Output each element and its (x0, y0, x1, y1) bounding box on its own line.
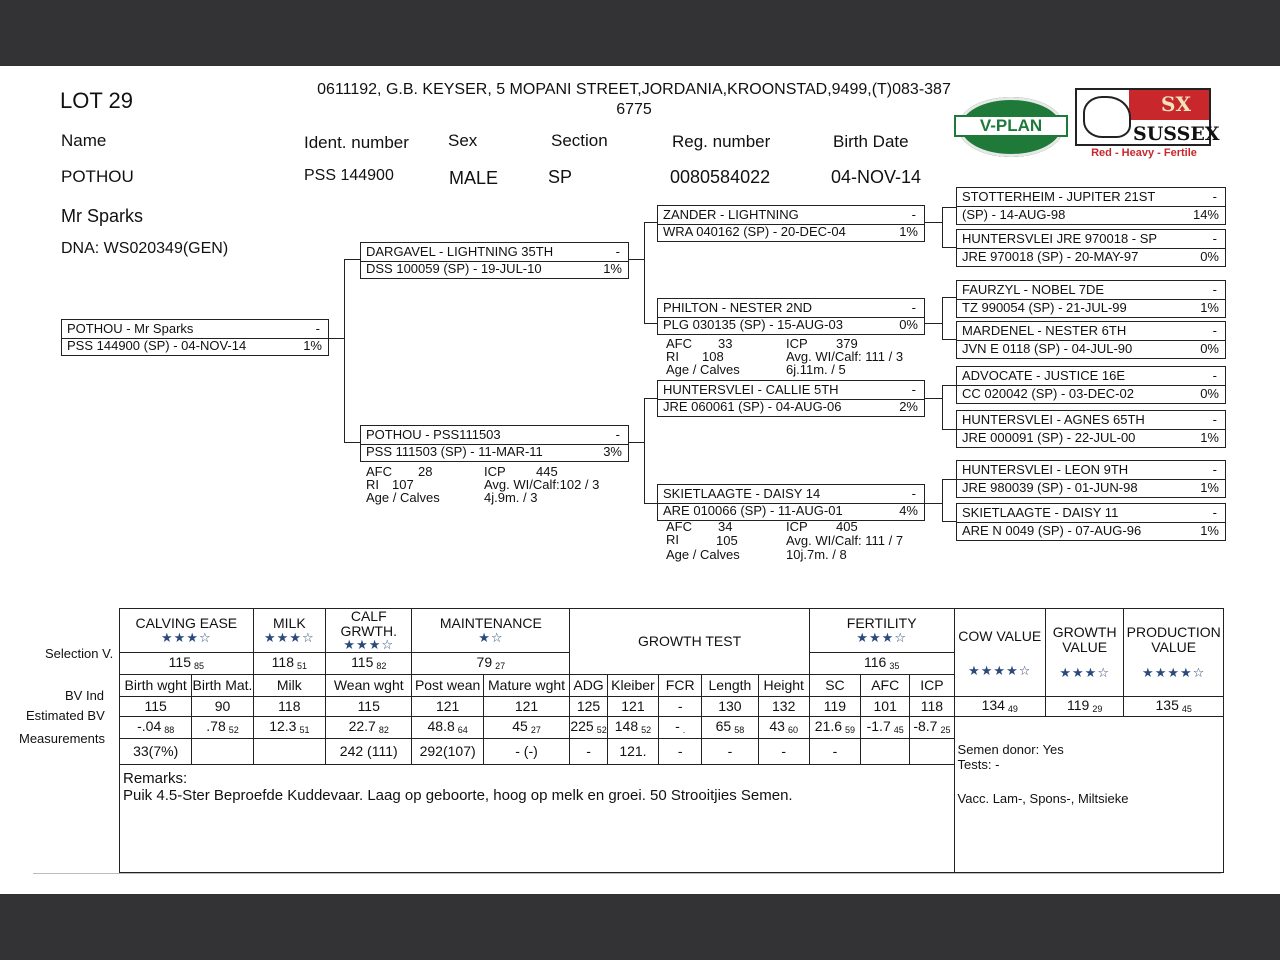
table-cell: - (809, 739, 860, 765)
pedigree-name: ZANDER - LIGHTNING (663, 207, 799, 222)
stat-value: 379 (836, 336, 858, 351)
pedigree-connector (644, 222, 657, 223)
stat-value: 10j.7m. / 8 (786, 547, 847, 562)
table-cell (253, 739, 325, 765)
table-cell: 121 (483, 697, 569, 717)
col-header: ICP (910, 675, 954, 697)
remarks-text: Puik 4.5-Ster Beproefde Kuddevaar. Laag op geboorte, hoog op melk en groei. 50 Strooitjies Semen. (123, 786, 793, 804)
table-cell: 242 (111) (326, 739, 412, 765)
star-rating-icon: ★☆ (478, 630, 504, 646)
group-cow-value: COW VALUE ★★★★☆ (954, 609, 1045, 697)
pedigree-detail: WRA 040162 (SP) - 20-DEC-04 (663, 224, 846, 239)
pedigree-detail: CC 020042 (SP) - 03-DEC-02 (962, 386, 1134, 401)
selection-calf: 115 $_{82}$ (326, 653, 412, 675)
pedigree-pct: 1% (1200, 480, 1219, 495)
pedigree-pct: 4% (899, 503, 918, 518)
pedigree-pct: 0% (1200, 341, 1219, 356)
pedigree-connector (925, 398, 942, 399)
col-header: Post wean (412, 675, 483, 697)
pedigree-dash: - (1212, 282, 1217, 297)
pedigree-name: SKIETLAAGTE - DAISY 11 (962, 505, 1119, 520)
stat-value: 107 (392, 477, 414, 492)
star-rating-icon: ★★★☆ (161, 630, 212, 646)
pedigree-box-sire (360, 242, 629, 279)
table-cell: 121 (412, 697, 483, 717)
table-cell: 12.3 $_{51}$ (253, 717, 325, 739)
table-cell: 118 (253, 697, 325, 717)
table-cell: - (570, 739, 608, 765)
table-cell: - (-) (483, 739, 569, 765)
table-cell: -.04 $_{88}$ (120, 717, 192, 739)
pedigree-box-gen3 (956, 366, 1226, 404)
table-cell: .78 $_{52}$ (192, 717, 253, 739)
stat-value: Avg. WI/Calf: 111 / 7 (786, 533, 904, 548)
col-header: Height (758, 675, 809, 697)
pedigree-connector (942, 207, 956, 208)
pedigree-connector (344, 259, 360, 260)
col-header: Length (702, 675, 758, 697)
sussex-logo (1074, 88, 1220, 160)
sussex-badge-text: SX (1161, 92, 1191, 116)
star-rating-icon: ★★★☆ (343, 637, 395, 653)
col-header: SC (809, 675, 860, 697)
pedigree-connector (942, 207, 943, 248)
breeding-values-table (119, 608, 1224, 873)
pedigree-connector (942, 479, 943, 522)
animal-nickname: Mr Sparks (61, 206, 144, 226)
breeder-line-2: 6775 (616, 101, 652, 118)
group-growth-value: GROWTH VALUE ★★★☆ (1045, 609, 1123, 697)
stat-value: Avg. WI/Calf:102 / 3 (484, 477, 600, 492)
table-cell: 21.6 $_{59}$ (809, 717, 860, 739)
table-cell: 125 (570, 697, 608, 717)
pedigree-detail: DSS 100059 (SP) - 19-JUL-10 (366, 261, 542, 276)
table-cell: 115 (326, 697, 412, 717)
table-cell: 121. (607, 739, 658, 765)
animal-ident: PSS 144900 (304, 167, 394, 184)
pedigree-connector (644, 398, 645, 504)
pedigree-detail: JRE 970018 (SP) - 20-MAY-97 (962, 249, 1139, 264)
table-cell: 118 (910, 697, 954, 717)
pedigree-name: DARGAVEL - LIGHTNING 35TH (366, 244, 554, 259)
table-cell: 148 $_{52}$ (607, 717, 658, 739)
bottom-dark-bar (0, 894, 1280, 960)
stat-label: ICP (786, 336, 808, 351)
section-header: Section (551, 131, 608, 150)
selection-milk: 118 $_{51}$ (253, 653, 325, 675)
pedigree-name: HUNTERSVLEI - LEON 9TH (962, 462, 1129, 477)
ident-header: Ident. number (304, 133, 409, 152)
stat-value: 6j.11m. / 5 (786, 362, 846, 377)
table-cell: 119 (809, 697, 860, 717)
table-cell: 65 $_{58}$ (702, 717, 758, 739)
table-cell: 43 $_{60}$ (758, 717, 809, 739)
pedigree-connector (942, 479, 956, 480)
pedigree-detail: ARE N 0049 (SP) - 07-AUG-96 (962, 523, 1142, 538)
pedigree-name: FAURZYL - NOBEL 7DE (962, 282, 1105, 297)
col-header: Birth Mat. (192, 675, 253, 697)
pedigree-pct: 1% (1200, 300, 1219, 315)
pedigree-box-sire-dam (657, 298, 925, 335)
pedigree-pct: 14% (1192, 207, 1219, 222)
pedigree-name: HUNTERSVLEI - AGNES 65TH (962, 412, 1145, 427)
table-cell: 22.7 $_{82}$ (326, 717, 412, 739)
stat-value: Avg. WI/Calf: 111 / 3 (786, 349, 904, 364)
pedigree-detail: JRE 000091 (SP) - 22-JUL-00 (962, 430, 1136, 445)
footer-rule (33, 873, 1221, 874)
col-header: Mature wght (483, 675, 569, 697)
table-cell (910, 739, 954, 765)
cow-value-cell: 134 $_{49}$ (954, 697, 1045, 717)
table-cell: - (702, 739, 758, 765)
pedigree-name: POTHOU - PSS111503 (366, 427, 501, 442)
selection-calving: 115 $_{85}$ (120, 653, 254, 675)
group-calf-growth: CALF GRWTH. ★★★☆ (326, 609, 412, 653)
pedigree-dash: - (1212, 368, 1217, 383)
pedigree-name: ADVOCATE - JUSTICE 16E (962, 368, 1126, 383)
animal-birth: 04-NOV-14 (831, 167, 922, 187)
stat-value: 105 (716, 533, 738, 548)
pedigree-connector (942, 429, 956, 430)
stat-value: 445 (536, 464, 558, 479)
remarks-label: Remarks: (123, 770, 188, 788)
pedigree-detail: PSS 144900 (SP) - 04-NOV-14 (67, 338, 247, 353)
pedigree-box-sire-sire (657, 205, 925, 242)
star-rating-icon: ★★★☆ (264, 630, 315, 646)
pedigree-dash: - (315, 321, 320, 336)
blank-cell (954, 717, 1223, 739)
pedigree-box-gen3 (956, 410, 1226, 448)
pedigree-connector (942, 297, 956, 298)
pedigree-name: MARDENEL - NESTER 6TH (962, 323, 1127, 338)
vaccination-text: Vacc. Lam-, Spons-, Miltsieke (957, 790, 1129, 806)
sex-header: Sex (448, 131, 478, 150)
pedigree-box-gen3 (956, 460, 1226, 498)
pedigree-dash: - (911, 207, 916, 222)
pedigree-box-gen3 (956, 229, 1226, 267)
pedigree-connector (925, 222, 942, 223)
pedigree-box-self (61, 319, 329, 356)
pedigree-name: PHILTON - NESTER 2ND (663, 300, 813, 315)
pedigree-dash: - (1212, 189, 1217, 204)
pedigree-dash: - (1212, 323, 1217, 338)
pedigree-dash: - (615, 427, 620, 442)
stat-value: 405 (836, 519, 858, 534)
pedigree-detail: ARE 010066 (SP) - 11-AUG-01 (663, 503, 843, 518)
pedigree-connector (942, 521, 956, 522)
stat-label: AFC (366, 464, 392, 479)
row-label-measurements: Measurements (19, 731, 105, 746)
pedigree-pct: 0% (899, 317, 918, 332)
pedigree-detail: JRE 060061 (SP) - 04-AUG-06 (663, 399, 842, 414)
stat-label: Age / Calves (666, 362, 740, 377)
pedigree-name: HUNTERSVLEI JRE 970018 - SP (962, 231, 1158, 246)
tests-text: Tests: - (957, 757, 1000, 773)
stat-value: 34 (718, 519, 733, 534)
pedigree-dash: - (1212, 505, 1217, 520)
pedigree-box-gen3 (956, 280, 1226, 318)
pedigree-connector (644, 222, 645, 324)
table-cell: 225 $_{52}$ (570, 717, 608, 739)
measurements-row (120, 739, 1224, 765)
stat-label: Age / Calves (666, 547, 740, 562)
pedigree-connector (942, 297, 943, 340)
pedigree-pct: 1% (899, 224, 918, 239)
col-header: FCR (659, 675, 702, 697)
pedigree-name: POTHOU - Mr Sparks (67, 321, 194, 336)
group-maintenance: MAINTENANCE ★☆ (412, 609, 570, 653)
col-header: Wean wght (326, 675, 412, 697)
stat-label: RI (666, 532, 679, 547)
pedigree-connector (644, 323, 657, 324)
pedigree-dash: - (1212, 412, 1217, 427)
semen-tests-panel (954, 739, 1223, 873)
table-cell: 101 (861, 697, 910, 717)
animal-name: POTHOU (61, 167, 134, 186)
col-header: Milk (253, 675, 325, 697)
pedigree-name: HUNTERSVLEI - CALLIE 5TH (663, 382, 839, 397)
pedigree-dash: - (911, 300, 916, 315)
stat-label: AFC (666, 519, 692, 534)
stat-value: 28 (418, 464, 433, 479)
stat-label: AFC (666, 336, 692, 351)
star-rating-icon: ★★★★☆ (968, 663, 1032, 679)
pedigree-detail: JRE 980039 (SP) - 01-JUN-98 (962, 480, 1138, 495)
selection-maintenance: 79 $_{27}$ (412, 653, 570, 675)
pedigree-dash: - (615, 244, 620, 259)
pedigree-pct: 1% (303, 338, 322, 353)
semen-donor: Semen donor: Yes (957, 741, 1064, 757)
vplan-logo-text: V-PLAN (954, 115, 1068, 137)
pedigree-pct: 3% (603, 444, 622, 459)
stat-label: ICP (484, 464, 506, 479)
star-rating-icon: ★★★★☆ (1142, 665, 1206, 681)
selection-fertility: 116 $_{35}$ (809, 653, 954, 675)
production-value-cell: 135 $_{45}$ (1124, 697, 1224, 717)
breeder-address (284, 81, 984, 119)
pedigree-connector (629, 442, 644, 443)
pedigree-connector (644, 398, 657, 399)
table-cell: 121 (607, 697, 658, 717)
table-cell: -1.7 $_{45}$ (861, 717, 910, 739)
pedigree-name: STOTTERHEIM - JUPITER 21ST (962, 189, 1156, 204)
group-growth-test: GROWTH TEST (570, 609, 810, 675)
pedigree-connector (942, 385, 943, 430)
table-cell: - (659, 739, 702, 765)
pedigree-dash: - (1212, 462, 1217, 477)
sussex-tagline: Red - Heavy - Fertile (1091, 147, 1197, 159)
table-cell (192, 739, 253, 765)
pedigree-box-dam-dam (657, 484, 925, 521)
table-cell: 45 $_{27}$ (483, 717, 569, 739)
pedigree-connector (629, 259, 644, 260)
row-label-selection: Selection V. (45, 646, 114, 661)
growth-value-cell: 119 $_{29}$ (1045, 697, 1123, 717)
bull-head-icon (1083, 96, 1131, 138)
pedigree-dash: - (1212, 231, 1217, 246)
lot-number: LOT 29 (60, 88, 133, 113)
table-cell: - (758, 739, 809, 765)
col-header: ADG (570, 675, 608, 697)
pedigree-detail: (SP) - 14-AUG-98 (962, 207, 1066, 222)
group-fertility: FERTILITY ★★★☆ (809, 609, 954, 653)
pedigree-connector (329, 338, 345, 339)
remarks-panel (120, 765, 955, 873)
col-header: Birth wght (120, 675, 192, 697)
sussex-name-text: SUSSEX (1133, 123, 1220, 145)
group-calving-ease: CALVING EASE ★★★☆ (120, 609, 254, 653)
vplan-logo (958, 97, 1064, 157)
pedigree-connector (344, 259, 345, 443)
group-production-value: PRODUCTION VALUE ★★★★☆ (1124, 609, 1224, 697)
table-cell: - $_.$ (659, 717, 702, 739)
table-cell: 292(107) (412, 739, 483, 765)
table-cell (861, 739, 910, 765)
estimated-bv-row (120, 717, 1224, 739)
pedigree-box-dam (360, 425, 629, 462)
pedigree-connector (942, 339, 956, 340)
table-cell: 33(7%) (120, 739, 192, 765)
table-cell: -8.7 $_{25}$ (910, 717, 954, 739)
pedigree-pct: 1% (1200, 523, 1219, 538)
table-cell: - (659, 697, 702, 717)
table-cell: 48.8 $_{64}$ (412, 717, 483, 739)
group-milk: MILK ★★★☆ (253, 609, 325, 653)
pedigree-detail: TZ 990054 (SP) - 21-JUL-99 (962, 300, 1127, 315)
pedigree-detail: PLG 030135 (SP) - 15-AUG-03 (663, 317, 843, 332)
pedigree-connector (644, 503, 657, 504)
table-cell: 130 (702, 697, 758, 717)
animal-dna: DNA: WS020349(GEN) (61, 240, 229, 257)
top-dark-bar (0, 0, 1280, 66)
pedigree-box-gen3 (956, 321, 1226, 359)
pedigree-connector (925, 503, 942, 504)
stat-label: RI (666, 349, 679, 364)
pedigree-detail: JVN E 0118 (SP) - 04-JUL-90 (962, 341, 1133, 356)
pedigree-dash: - (911, 382, 916, 397)
bv-ind-row (120, 697, 1224, 717)
birth-header: Birth Date (833, 132, 909, 151)
pedigree-box-dam-sire (657, 380, 925, 417)
col-header: AFC (861, 675, 910, 697)
pedigree-pct: 0% (1200, 249, 1219, 264)
star-rating-icon: ★★★☆ (1059, 665, 1110, 681)
row-label-bv-ind: BV Ind (65, 688, 105, 703)
stat-value: 33 (718, 336, 733, 351)
breeder-line-1: 0611192, G.B. KEYSER, 5 MOPANI STREET,JORDANIA,KROONSTAD,9499,(T)083-387 (317, 81, 951, 98)
stat-label: RI (366, 477, 379, 492)
pedigree-pct: 1% (1200, 430, 1219, 445)
pedigree-connector (942, 385, 956, 386)
col-header: Kleiber (607, 675, 658, 697)
star-rating-icon: ★★★☆ (856, 630, 907, 646)
pedigree-detail: PSS 111503 (SP) - 11-MAR-11 (366, 444, 543, 459)
pedigree-pct: 2% (899, 399, 918, 414)
pedigree-pct: 0% (1200, 386, 1219, 401)
pedigree-box-gen3 (956, 503, 1226, 541)
table-cell: 115 (120, 697, 192, 717)
pedigree-connector (942, 247, 956, 248)
stat-label: ICP (786, 519, 808, 534)
pedigree-dash: - (911, 486, 916, 501)
pedigree-pct: 1% (603, 261, 622, 276)
pedigree-box-gen3 (956, 187, 1226, 225)
animal-reg: 0080584022 (670, 167, 771, 187)
stat-value: 4j.9m. / 3 (484, 490, 538, 505)
pedigree-connector (344, 442, 360, 443)
animal-section: SP (548, 167, 573, 187)
table-cell: 90 (192, 697, 253, 717)
pedigree-connector (925, 323, 942, 324)
pedigree-name: SKIETLAAGTE - DAISY 14 (663, 486, 821, 501)
animal-sex: MALE (449, 168, 499, 188)
stat-value: 108 (702, 349, 724, 364)
table-cell: 132 (758, 697, 809, 717)
name-header: Name (61, 131, 107, 150)
row-label-estimated: Estimated BV (26, 708, 105, 723)
reg-header: Reg. number (672, 132, 771, 151)
stat-label: Age / Calves (366, 490, 440, 505)
